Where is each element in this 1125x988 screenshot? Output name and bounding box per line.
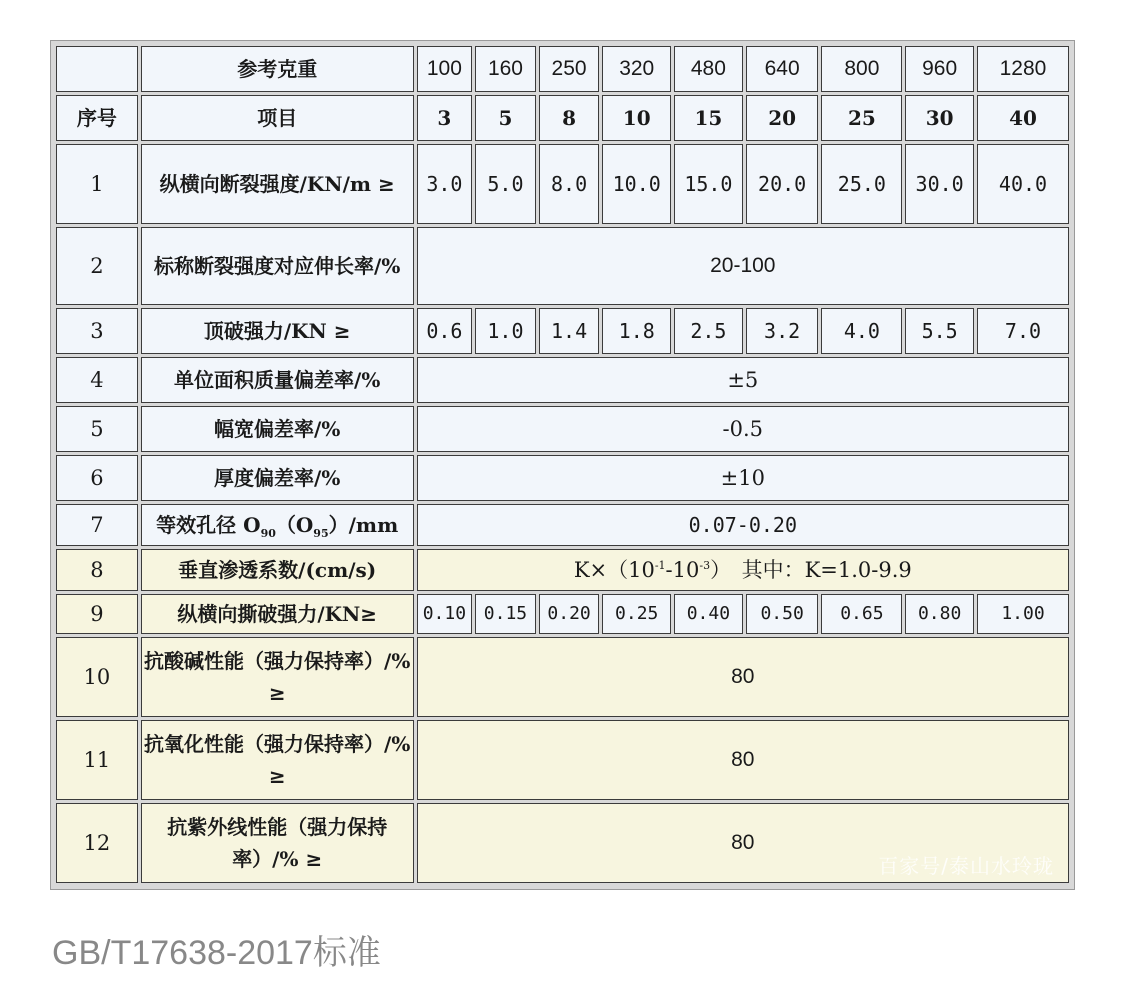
value-suffix: ） 其中：K=1.0-9.9	[710, 558, 912, 582]
row-item: 顶破强力/KN ≥	[141, 308, 414, 354]
watermark: 百家号/泰山水玲珑	[878, 854, 1054, 878]
row-index: 9	[56, 594, 138, 634]
row-item: 抗酸碱性能（强力保持率）/% ≥	[141, 637, 414, 717]
strength-class-cell: 30	[905, 95, 974, 141]
row-item	[141, 504, 414, 546]
row-item: 纵横向断裂强度/KN/m ≥	[141, 144, 414, 224]
row-index: 3	[56, 308, 138, 354]
value-cell: 0.15	[475, 594, 536, 634]
value-cell: 3.2	[746, 308, 819, 354]
row-item: 抗紫外线性能（强力保持率）/% ≥	[141, 803, 414, 883]
strength-class-cell: 20	[746, 95, 819, 141]
row-item: 垂直渗透系数/(cm/s)	[141, 549, 414, 591]
strength-class-cell: 5	[475, 95, 536, 141]
value-cell: 0.65	[821, 594, 902, 634]
weight-cell: 640	[746, 46, 819, 92]
value-cell: 25.0	[821, 144, 902, 224]
table-row	[56, 308, 1069, 354]
table-row	[56, 144, 1069, 224]
row-index: 4	[56, 357, 138, 403]
table-row	[56, 455, 1069, 501]
value-cell: 3.0	[417, 144, 473, 224]
value-cell: 5.5	[905, 308, 974, 354]
row-index: 12	[56, 803, 138, 883]
weight-cell: 320	[602, 46, 671, 92]
value-cell: 4.0	[821, 308, 902, 354]
table-row	[56, 504, 1069, 546]
merged-value-cell: 20-100	[417, 227, 1069, 305]
value-mid: -10	[665, 558, 700, 582]
row-item: 抗氧化性能（强力保持率）/% ≥	[141, 720, 414, 800]
row-item: 纵横向撕破强力/KN≥	[141, 594, 414, 634]
table-row	[56, 720, 1069, 800]
subheader-row	[56, 95, 1069, 141]
row-index: 7	[56, 504, 138, 546]
table-row	[56, 549, 1069, 591]
merged-value-cell: 80	[417, 803, 1069, 883]
row-index: 10	[56, 637, 138, 717]
spec-table	[53, 43, 1072, 886]
caption: GB/T17638-2017标准	[52, 934, 381, 972]
table-row	[56, 406, 1069, 452]
table-row	[56, 227, 1069, 305]
value-cell: 8.0	[539, 144, 600, 224]
weight-cell: 100	[417, 46, 473, 92]
strength-class-cell: 25	[821, 95, 902, 141]
table-row	[56, 357, 1069, 403]
weight-cell: 250	[539, 46, 600, 92]
header-blank-cell	[56, 46, 138, 92]
item-suffix: ）/mm	[328, 513, 399, 537]
value-cell: 10.0	[602, 144, 671, 224]
value-cell: 0.40	[674, 594, 743, 634]
row-index: 2	[56, 227, 138, 305]
strength-class-cell: 3	[417, 95, 473, 141]
value-cell: 0.50	[746, 594, 819, 634]
merged-value-cell: -0.5	[417, 406, 1069, 452]
value-cell: 1.8	[602, 308, 671, 354]
item-sub: 95	[313, 527, 329, 540]
value-cell: 15.0	[674, 144, 743, 224]
strength-class-cell: 8	[539, 95, 600, 141]
table-row	[56, 594, 1069, 634]
strength-class-cell: 15	[674, 95, 743, 141]
strength-class-cell: 10	[602, 95, 671, 141]
value-cell: 0.20	[539, 594, 600, 634]
merged-value-cell: 80	[417, 720, 1069, 800]
merged-value-cell: ±10	[417, 455, 1069, 501]
value-sup: -1	[654, 559, 666, 572]
strength-class-cell: 40	[977, 95, 1069, 141]
value-cell: 2.5	[674, 308, 743, 354]
value-cell: 7.0	[977, 308, 1069, 354]
value-cell: 0.80	[905, 594, 974, 634]
header-label: 参考克重	[141, 46, 414, 92]
merged-value-cell: ±5	[417, 357, 1069, 403]
header-row	[56, 46, 1069, 92]
value-cell: 1.0	[475, 308, 536, 354]
spec-table-container	[50, 40, 1075, 890]
row-index: 6	[56, 455, 138, 501]
merged-value-cell	[417, 549, 1069, 591]
table-row	[56, 637, 1069, 717]
row-item: 厚度偏差率/%	[141, 455, 414, 501]
row-index: 8	[56, 549, 138, 591]
item-sub: 90	[260, 527, 276, 540]
weight-cell: 960	[905, 46, 974, 92]
value-cell: 1.4	[539, 308, 600, 354]
weight-cell: 1280	[977, 46, 1069, 92]
weight-cell: 160	[475, 46, 536, 92]
row-index: 1	[56, 144, 138, 224]
value-cell: 1.00	[977, 594, 1069, 634]
value-prefix: K×（10	[573, 558, 655, 582]
weight-cell: 480	[674, 46, 743, 92]
value-cell: 0.10	[417, 594, 473, 634]
merged-value-cell: 80	[417, 637, 1069, 717]
item-header: 项目	[141, 95, 414, 141]
item-mid: （O	[275, 513, 314, 537]
value-sup: -3	[699, 559, 711, 572]
merged-value-cell: 0.07-0.20	[417, 504, 1069, 546]
item-prefix: 等效孔径 O	[156, 513, 261, 537]
value-cell: 40.0	[977, 144, 1069, 224]
row-item: 幅宽偏差率/%	[141, 406, 414, 452]
row-item: 单位面积质量偏差率/%	[141, 357, 414, 403]
row-item: 标称断裂强度对应伸长率/%	[141, 227, 414, 305]
value-cell: 30.0	[905, 144, 974, 224]
index-header: 序号	[56, 95, 138, 141]
value-cell: 0.25	[602, 594, 671, 634]
value-cell: 0.6	[417, 308, 473, 354]
weight-cell: 800	[821, 46, 902, 92]
value-cell: 5.0	[475, 144, 536, 224]
value-cell: 20.0	[746, 144, 819, 224]
row-index: 5	[56, 406, 138, 452]
row-index: 11	[56, 720, 138, 800]
